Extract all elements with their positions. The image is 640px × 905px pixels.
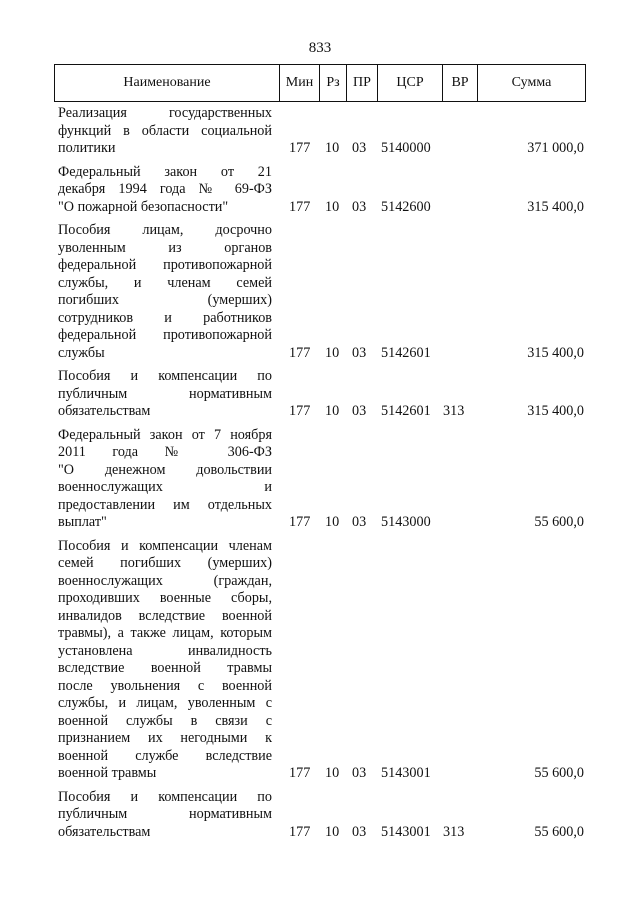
- row-name-line: обязательствам: [58, 403, 151, 419]
- row-name-line: Федеральный закон от 7 ноября: [58, 426, 272, 443]
- table-row: [58, 538, 586, 783]
- row-name-line: "О денежном довольствии: [58, 461, 272, 478]
- cell-csr: 5140000: [381, 140, 431, 156]
- header-sum: Сумма: [511, 75, 552, 90]
- header-csr: ЦСР: [378, 65, 443, 101]
- row-name-line: публичным нормативным: [58, 806, 272, 822]
- cell-csr: 5143000: [381, 514, 431, 530]
- cell-sum: 315 400,0: [527, 198, 584, 215]
- row-name-line: проходивших военные сборы,: [58, 590, 272, 606]
- cell-sum: 55 600,0: [534, 765, 584, 781]
- cell-csr: 5142601: [381, 403, 431, 419]
- cell-min: 177: [289, 514, 311, 530]
- table-row: [58, 222, 586, 362]
- cell-pr: 03: [352, 765, 367, 781]
- row-name-line: 2011 года № 306-ФЗ: [58, 444, 272, 460]
- row-name-line: военнослужащих и: [58, 479, 272, 495]
- cell-rz: 10: [325, 823, 340, 840]
- cell-min: 177: [289, 198, 311, 215]
- row-name-line: Пособия и компенсации по: [58, 788, 272, 805]
- cell-pr: 03: [352, 514, 367, 530]
- cell-pr: 03: [352, 823, 367, 840]
- cell-pr: 03: [352, 403, 367, 419]
- row-name-line: Пособия и компенсации по: [58, 368, 272, 384]
- cell-csr: 5143001: [381, 823, 431, 840]
- row-name-line: травмы), а также лицам, которым: [58, 625, 272, 641]
- header-pr: ПР: [347, 65, 378, 101]
- row-name-line: службы, и лицам, уволенным с: [58, 695, 272, 711]
- cell-csr: 5143001: [381, 765, 431, 781]
- header-name: Наименование: [55, 65, 280, 101]
- row-name-line: вследствие военной травмы: [58, 660, 272, 676]
- cell-min: 177: [289, 823, 311, 840]
- row-name-line: военной службе вследствие: [58, 747, 272, 764]
- header-min: Мин: [280, 65, 320, 101]
- table-row: [58, 105, 586, 158]
- cell-sum: 371 000,0: [527, 140, 584, 156]
- cell-rz: 10: [325, 403, 340, 419]
- cell-min: 177: [289, 403, 311, 419]
- cell-pr: 03: [352, 140, 367, 156]
- table-row: [58, 164, 586, 217]
- cell-min: 177: [289, 344, 311, 361]
- cell-sum: 315 400,0: [527, 403, 584, 419]
- table-body: [58, 105, 586, 847]
- row-name-line: функций в области социальной: [58, 122, 272, 139]
- row-name: [58, 538, 272, 783]
- cell-vr: 313: [443, 823, 465, 840]
- cell-csr: 5142601: [381, 344, 431, 361]
- cell-csr: 5142600: [381, 198, 431, 215]
- row-name-line: предоставлении им отдельных: [58, 496, 272, 513]
- row-name-line: уволенным из органов: [58, 239, 272, 256]
- row-name-line: службы, и членам семей: [58, 274, 272, 291]
- row-name-line: Пособия и компенсации членам: [58, 537, 272, 554]
- row-name-line: федеральной противопожарной: [58, 327, 272, 343]
- table-row: [58, 789, 586, 842]
- row-name-line: Пособия лицам, досрочно: [58, 222, 272, 238]
- cell-sum: 55 600,0: [534, 823, 584, 840]
- row-name-line: службы: [58, 344, 105, 361]
- cell-rz: 10: [325, 765, 340, 781]
- page-number: 833: [308, 40, 332, 56]
- row-name-line: признанием их негодными к: [58, 730, 272, 746]
- row-name-line: семей погибших (умерших): [58, 555, 272, 571]
- row-name-line: публичным нормативным: [58, 385, 272, 402]
- cell-pr: 03: [352, 344, 367, 361]
- row-name-line: установлена инвалидность: [58, 642, 272, 659]
- row-name-line: политики: [58, 140, 116, 156]
- cell-rz: 10: [325, 198, 340, 215]
- cell-rz: 10: [325, 514, 340, 530]
- cell-min: 177: [289, 140, 311, 156]
- cell-pr: 03: [352, 198, 367, 215]
- row-name-line: сотрудников и работников: [58, 309, 272, 326]
- table-row: [58, 368, 586, 421]
- row-name-line: Реализация государственных: [58, 105, 272, 121]
- cell-rz: 10: [325, 344, 340, 361]
- header-rz: Рз: [320, 65, 347, 101]
- row-name: [58, 222, 272, 362]
- row-name-line: декабря 1994 года № 69-ФЗ: [58, 181, 272, 197]
- table-row: [58, 427, 586, 532]
- row-name-line: федеральной противопожарной: [58, 257, 272, 273]
- row-name-line: погибших (умерших): [58, 292, 272, 308]
- row-name-line: военнослужащих (граждан,: [58, 572, 272, 589]
- row-name-line: военной службы в связи с: [58, 712, 272, 729]
- cell-vr: 313: [443, 403, 465, 419]
- row-name-line: "О пожарной безопасности": [58, 198, 229, 215]
- cell-rz: 10: [325, 140, 340, 156]
- row-name-line: военной травмы: [58, 765, 157, 781]
- table-header: [54, 64, 586, 102]
- header-vr: ВР: [443, 65, 478, 101]
- cell-sum: 315 400,0: [527, 344, 584, 361]
- row-name-line: Федеральный закон от 21: [58, 163, 272, 180]
- row-name-line: обязательствам: [58, 823, 151, 840]
- cell-sum: 55 600,0: [534, 514, 584, 530]
- row-name-line: выплат": [58, 514, 107, 530]
- row-name-line: инвалидов вследствие военной: [58, 607, 272, 624]
- cell-min: 177: [289, 765, 311, 781]
- row-name-line: после увольнения с военной: [58, 677, 272, 694]
